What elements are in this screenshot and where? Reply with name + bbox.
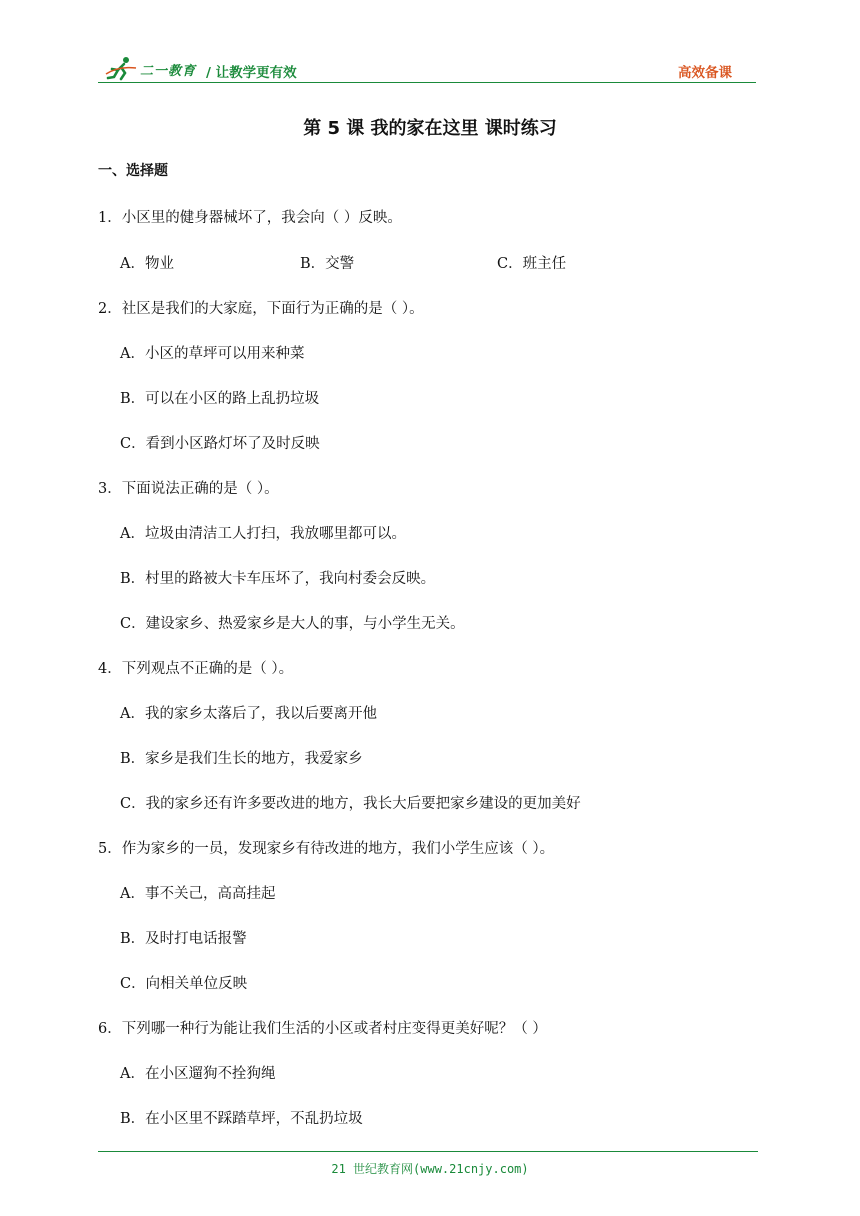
option-item: A．我的家乡太落后了，我以后要离开他 xyxy=(120,706,377,722)
option-item: C．班主任 xyxy=(497,256,567,272)
page-title: 第 5 课 我的家在这里 课时练习 xyxy=(303,118,557,139)
option-item: B．及时打电话报警 xyxy=(120,931,247,947)
option-item: B．家乡是我们生长的地方，我爱家乡 xyxy=(120,751,363,767)
logo xyxy=(104,56,196,82)
option-item: A．垃圾由清洁工人打扫，我放哪里都可以。 xyxy=(120,526,406,542)
slogan: / 让教学更有效 xyxy=(206,65,297,81)
option-item: A．事不关己，高高挂起 xyxy=(120,886,276,902)
option-item: A．物业 xyxy=(120,256,174,272)
prep-label: 高效备课 xyxy=(678,65,732,81)
option-item: B．可以在小区的路上乱扔垃圾 xyxy=(120,391,320,407)
question-stem: 3．下面说法正确的是（ ）。 xyxy=(98,481,279,497)
logo-text: 二一教育 xyxy=(140,63,197,79)
option-item: C．向相关单位反映 xyxy=(120,976,248,992)
question-stem: 1．小区里的健身器械坏了，我会向（ ）反映。 xyxy=(98,210,402,226)
option-item: C．建设家乡、热爱家乡是大人的事，与小学生无关。 xyxy=(120,616,465,632)
header-divider xyxy=(98,82,756,83)
question-stem: 6．下列哪一种行为能让我们生活的小区或者村庄变得更美好呢？（ ） xyxy=(98,1021,547,1037)
option-item: A．在小区遛狗不拴狗绳 xyxy=(120,1066,276,1082)
option-item: B．在小区里不踩踏草坪，不乱扔垃圾 xyxy=(120,1111,363,1127)
option-item: B．交警 xyxy=(300,256,355,272)
footer-divider xyxy=(98,1151,758,1152)
option-item: C．看到小区路灯坏了及时反映 xyxy=(120,436,320,452)
question-stem: 5．作为家乡的一员，发现家乡有待改进的地方，我们小学生应该（ ）。 xyxy=(98,841,555,857)
page-header xyxy=(98,56,756,84)
footer-source: 21 世纪教育网(www.21cnjy.com) xyxy=(331,1162,529,1176)
section-heading: 一、选择题 xyxy=(98,163,168,179)
question-stem: 2．社区是我们的大家庭，下面行为正确的是（ ）。 xyxy=(98,301,424,317)
option-item: B．村里的路被大卡车压坏了，我向村委会反映。 xyxy=(120,571,436,587)
option-item: C．我的家乡还有许多要改进的地方，我长大后要把家乡建设的更加美好 xyxy=(120,796,581,812)
runner-icon xyxy=(104,56,138,82)
question-stem: 4．下列观点不正确的是（ ）。 xyxy=(98,661,294,677)
option-item: A．小区的草坪可以用来种菜 xyxy=(120,346,305,362)
